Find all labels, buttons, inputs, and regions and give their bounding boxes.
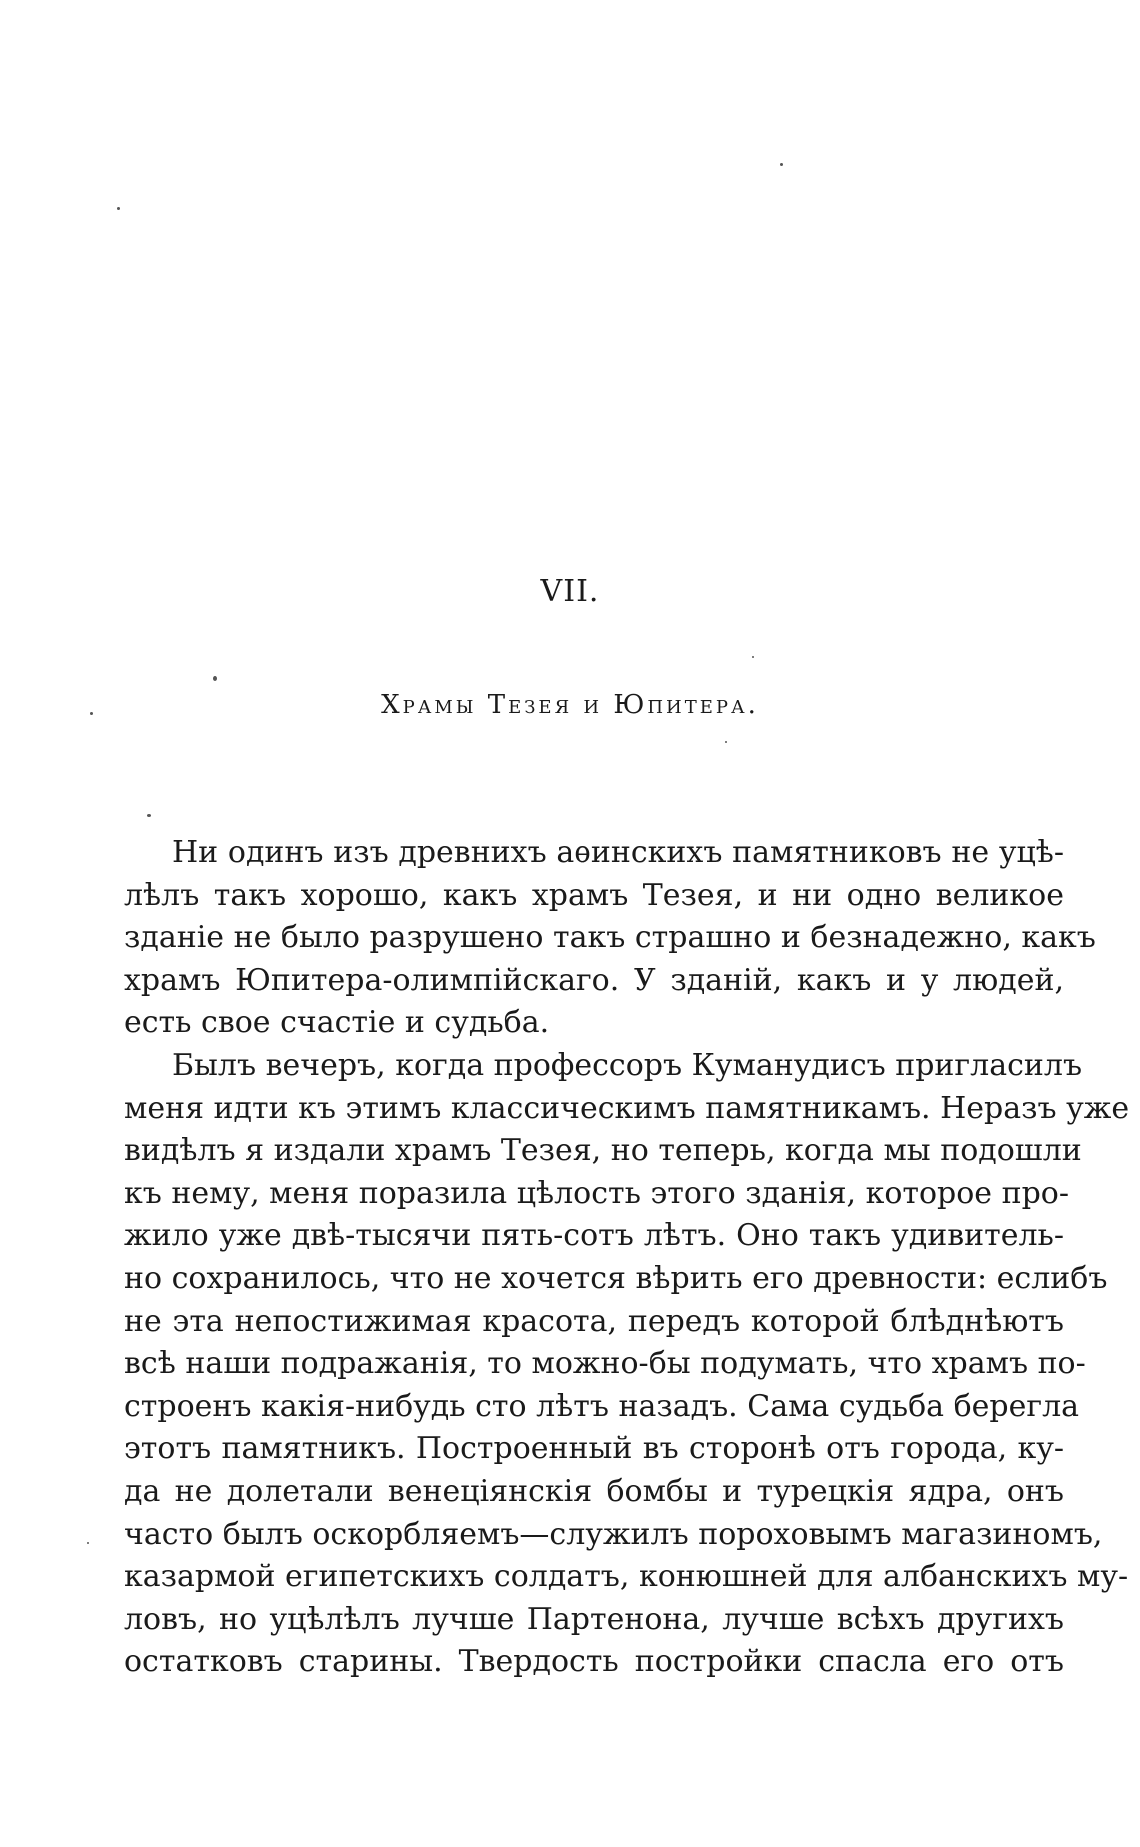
paragraph-1 bbox=[124, 832, 1096, 1045]
text-line: зданіе не было разрушено такъ страшно и безнадежно, какъ bbox=[124, 920, 1096, 956]
scan-speck bbox=[780, 163, 783, 166]
chapter-title: Храмы Тезея и Юпитера. bbox=[381, 690, 759, 720]
text-line: видѣлъ я издали храмъ Тезея, но теперь, когда мы подошли bbox=[124, 1133, 1082, 1169]
text-line: лѣлъ такъ хорошо, какъ храмъ Тезея, и ни одно великое bbox=[124, 877, 1064, 913]
text-line: къ нему, меня поразила цѣлость этого зданія, которое про- bbox=[124, 1175, 1069, 1211]
text-line: остатковъ старины. Твердость постройки спасла его отъ bbox=[124, 1644, 1064, 1680]
scan-speck bbox=[117, 207, 120, 210]
text-line: часто былъ оскорбляемъ—служилъ пороховымъ магазиномъ, bbox=[124, 1516, 1103, 1552]
scan-speck bbox=[147, 814, 151, 817]
scan-speck bbox=[87, 1542, 89, 1544]
text-line: жило уже двѣ-тысячи пять-сотъ лѣтъ. Оно такъ удивитель- bbox=[124, 1218, 1064, 1254]
body-text bbox=[124, 832, 1130, 1684]
text-line: Ни одинъ изъ древнихъ аѳинскихъ памятниковъ не уцѣ- bbox=[172, 835, 1064, 870]
scan-speck bbox=[90, 712, 93, 715]
text-line: но сохранилось, что не хочется вѣрить его древности: еслибъ bbox=[124, 1260, 1108, 1296]
scan-speck bbox=[752, 656, 754, 658]
text-line: всѣ наши подражанія, то можно-бы подумать, что храмъ по- bbox=[124, 1346, 1086, 1382]
scan-speck bbox=[213, 676, 217, 681]
paragraph-2 bbox=[124, 1045, 1130, 1684]
text-line: Былъ вечеръ, когда профессоръ Куманудисъ пригласилъ bbox=[172, 1047, 1083, 1083]
text-line: строенъ какія-нибудь сто лѣтъ назадъ. Сама судьба берегла bbox=[124, 1388, 1080, 1424]
text-line: есть свое счастіе и судьба. bbox=[124, 1005, 550, 1041]
text-line: ловъ, но уцѣлѣлъ лучше Партенона, лучше всѣхъ другихъ bbox=[124, 1601, 1064, 1637]
text-line: да не долетали венеціянскія бомбы и турецкія ядра, онъ bbox=[124, 1473, 1064, 1509]
text-line: храмъ Юпитера-олимпійскаго. У зданій, какъ и у людей, bbox=[124, 962, 1064, 998]
text-line: меня идти къ этимъ классическимъ памятникамъ. Неразъ уже bbox=[124, 1090, 1130, 1126]
scan-speck bbox=[725, 741, 727, 743]
text-line: этотъ памятникъ. Построенный въ сторонѣ отъ города, ку- bbox=[124, 1431, 1064, 1467]
chapter-number: VII. bbox=[540, 574, 600, 609]
text-line: казармой египетскихъ солдатъ, конюшней для албанскихъ му- bbox=[124, 1559, 1129, 1595]
text-line: не эта непостижимая красота, передъ которой блѣднѣютъ bbox=[124, 1303, 1064, 1339]
